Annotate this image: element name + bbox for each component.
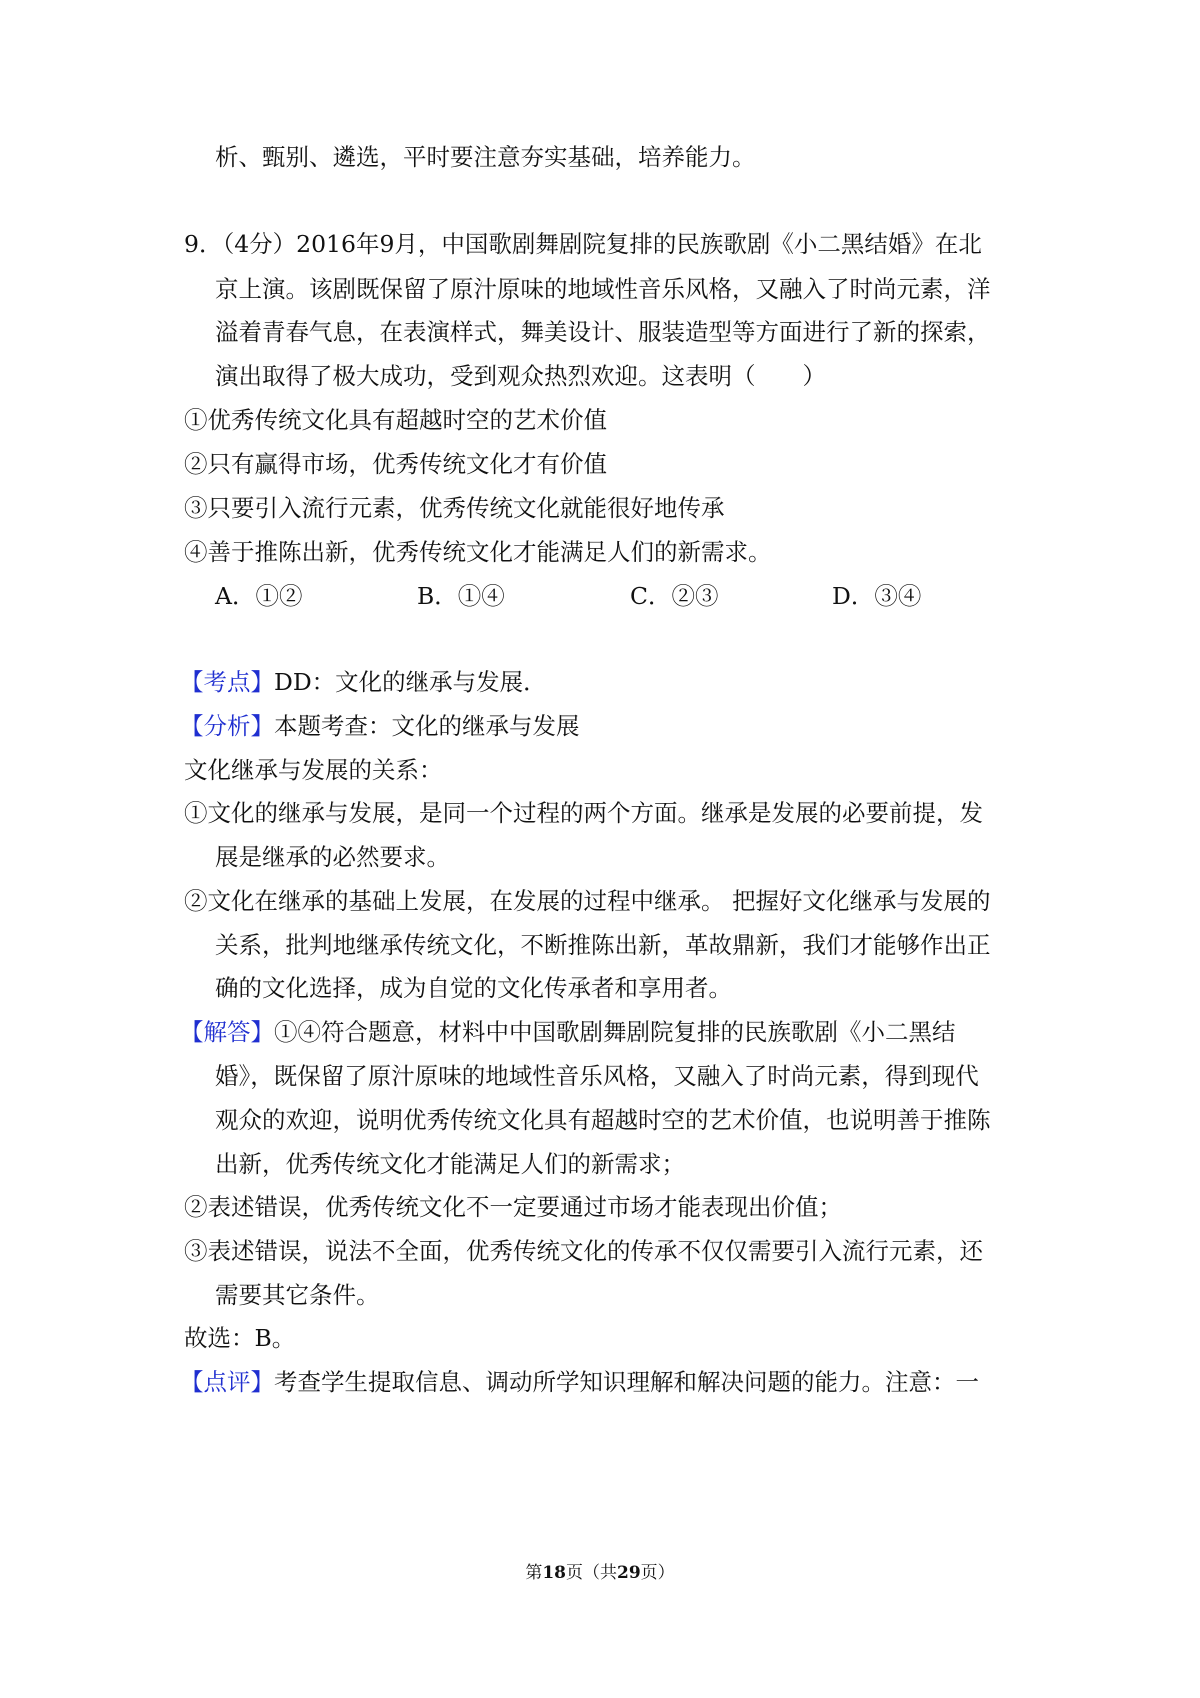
dianping-text: 考查学生提取信息、调动所学知识理解和解决问题的能力。注意：一	[274, 1368, 979, 1396]
option-d: D．③④	[832, 582, 922, 610]
text-line: 展是继承的必然要求。	[215, 843, 450, 871]
kaodian-tag: 【考点】	[180, 668, 274, 696]
kaodian-text: DD：文化的继承与发展．	[274, 668, 547, 696]
dianping-line	[180, 1366, 979, 1398]
answer-choice: 故选：B。	[184, 1324, 296, 1352]
text-line: 演出取得了极大成功，受到观众热烈欢迎。这表明（ ）	[215, 362, 826, 390]
page-total: 29	[617, 1563, 641, 1583]
fenxi-tag: 【分析】	[180, 712, 274, 740]
statement-2: ②只有赢得市场，优秀传统文化才有价值	[184, 450, 607, 478]
text-line: 溢着青春气息，在表演样式，舞美设计、服装造型等方面进行了新的探索，	[215, 318, 991, 346]
jieda-text: ①④符合题意，材料中中国歌剧舞剧院复排的民族歌剧《小二黑结	[274, 1018, 956, 1046]
text-line: 文化继承与发展的关系：	[184, 756, 443, 784]
text-line: ①文化的继承与发展，是同一个过程的两个方面。继承是发展的必要前提，发	[184, 799, 983, 827]
option-b: B．①④	[417, 582, 505, 610]
text-line: 观众的欢迎，说明优秀传统文化具有超越时空的艺术价值，也说明善于推陈	[215, 1106, 991, 1134]
text-line: ②文化在继承的基础上发展，在发展的过程中继承。 把握好文化继承与发展的	[184, 887, 991, 915]
option-a: A．①②	[215, 582, 303, 610]
statement-1: ①优秀传统文化具有超越时空的艺术价值	[184, 406, 607, 434]
text-line: ③表述错误，说法不全面，优秀传统文化的传承不仅仅需要引入流行元素，还	[184, 1237, 983, 1265]
text-line: ②表述错误，优秀传统文化不一定要通过市场才能表现出价值；	[184, 1193, 842, 1221]
text-line: 关系，批判地继承传统文化，不断推陈出新，革故鼎新，我们才能够作出正	[215, 931, 991, 959]
page-footer	[0, 1562, 1200, 1584]
text-line: 需要其它条件。	[215, 1281, 380, 1309]
dianping-tag: 【点评】	[180, 1368, 274, 1396]
kaodian-line	[180, 666, 547, 698]
statement-4: ④善于推陈出新，优秀传统文化才能满足人们的新需求。	[184, 538, 772, 566]
footer-post: 页）	[640, 1563, 675, 1583]
text-line: 析、甄别、遴选，平时要注意夯实基础，培养能力。	[215, 143, 756, 171]
footer-mid: 页（共	[566, 1563, 617, 1583]
text-line: 确的文化选择，成为自觉的文化传承者和享用者。	[215, 974, 732, 1002]
page-number: 18	[542, 1563, 566, 1583]
jieda-line	[180, 1016, 956, 1048]
jieda-tag: 【解答】	[180, 1018, 274, 1046]
option-c: C．②③	[630, 582, 719, 610]
question-stem: 9．（4分）2016年9月，中国歌剧舞剧院复排的民族歌剧《小二黑结婚》在北	[184, 230, 982, 258]
statement-3: ③只要引入流行元素，优秀传统文化就能很好地传承	[184, 494, 725, 522]
fenxi-text: 本题考查：文化的继承与发展	[274, 712, 580, 740]
footer-pre: 第	[525, 1563, 543, 1583]
text-line: 京上演。该剧既保留了原汁原味的地域性音乐风格，又融入了时尚元素，洋	[215, 275, 991, 303]
text-line: 婚》，既保留了原汁原味的地域性音乐风格，又融入了时尚元素，得到现代	[215, 1062, 979, 1090]
fenxi-line	[180, 710, 580, 742]
text-line: 出新，优秀传统文化才能满足人们的新需求；	[215, 1150, 685, 1178]
